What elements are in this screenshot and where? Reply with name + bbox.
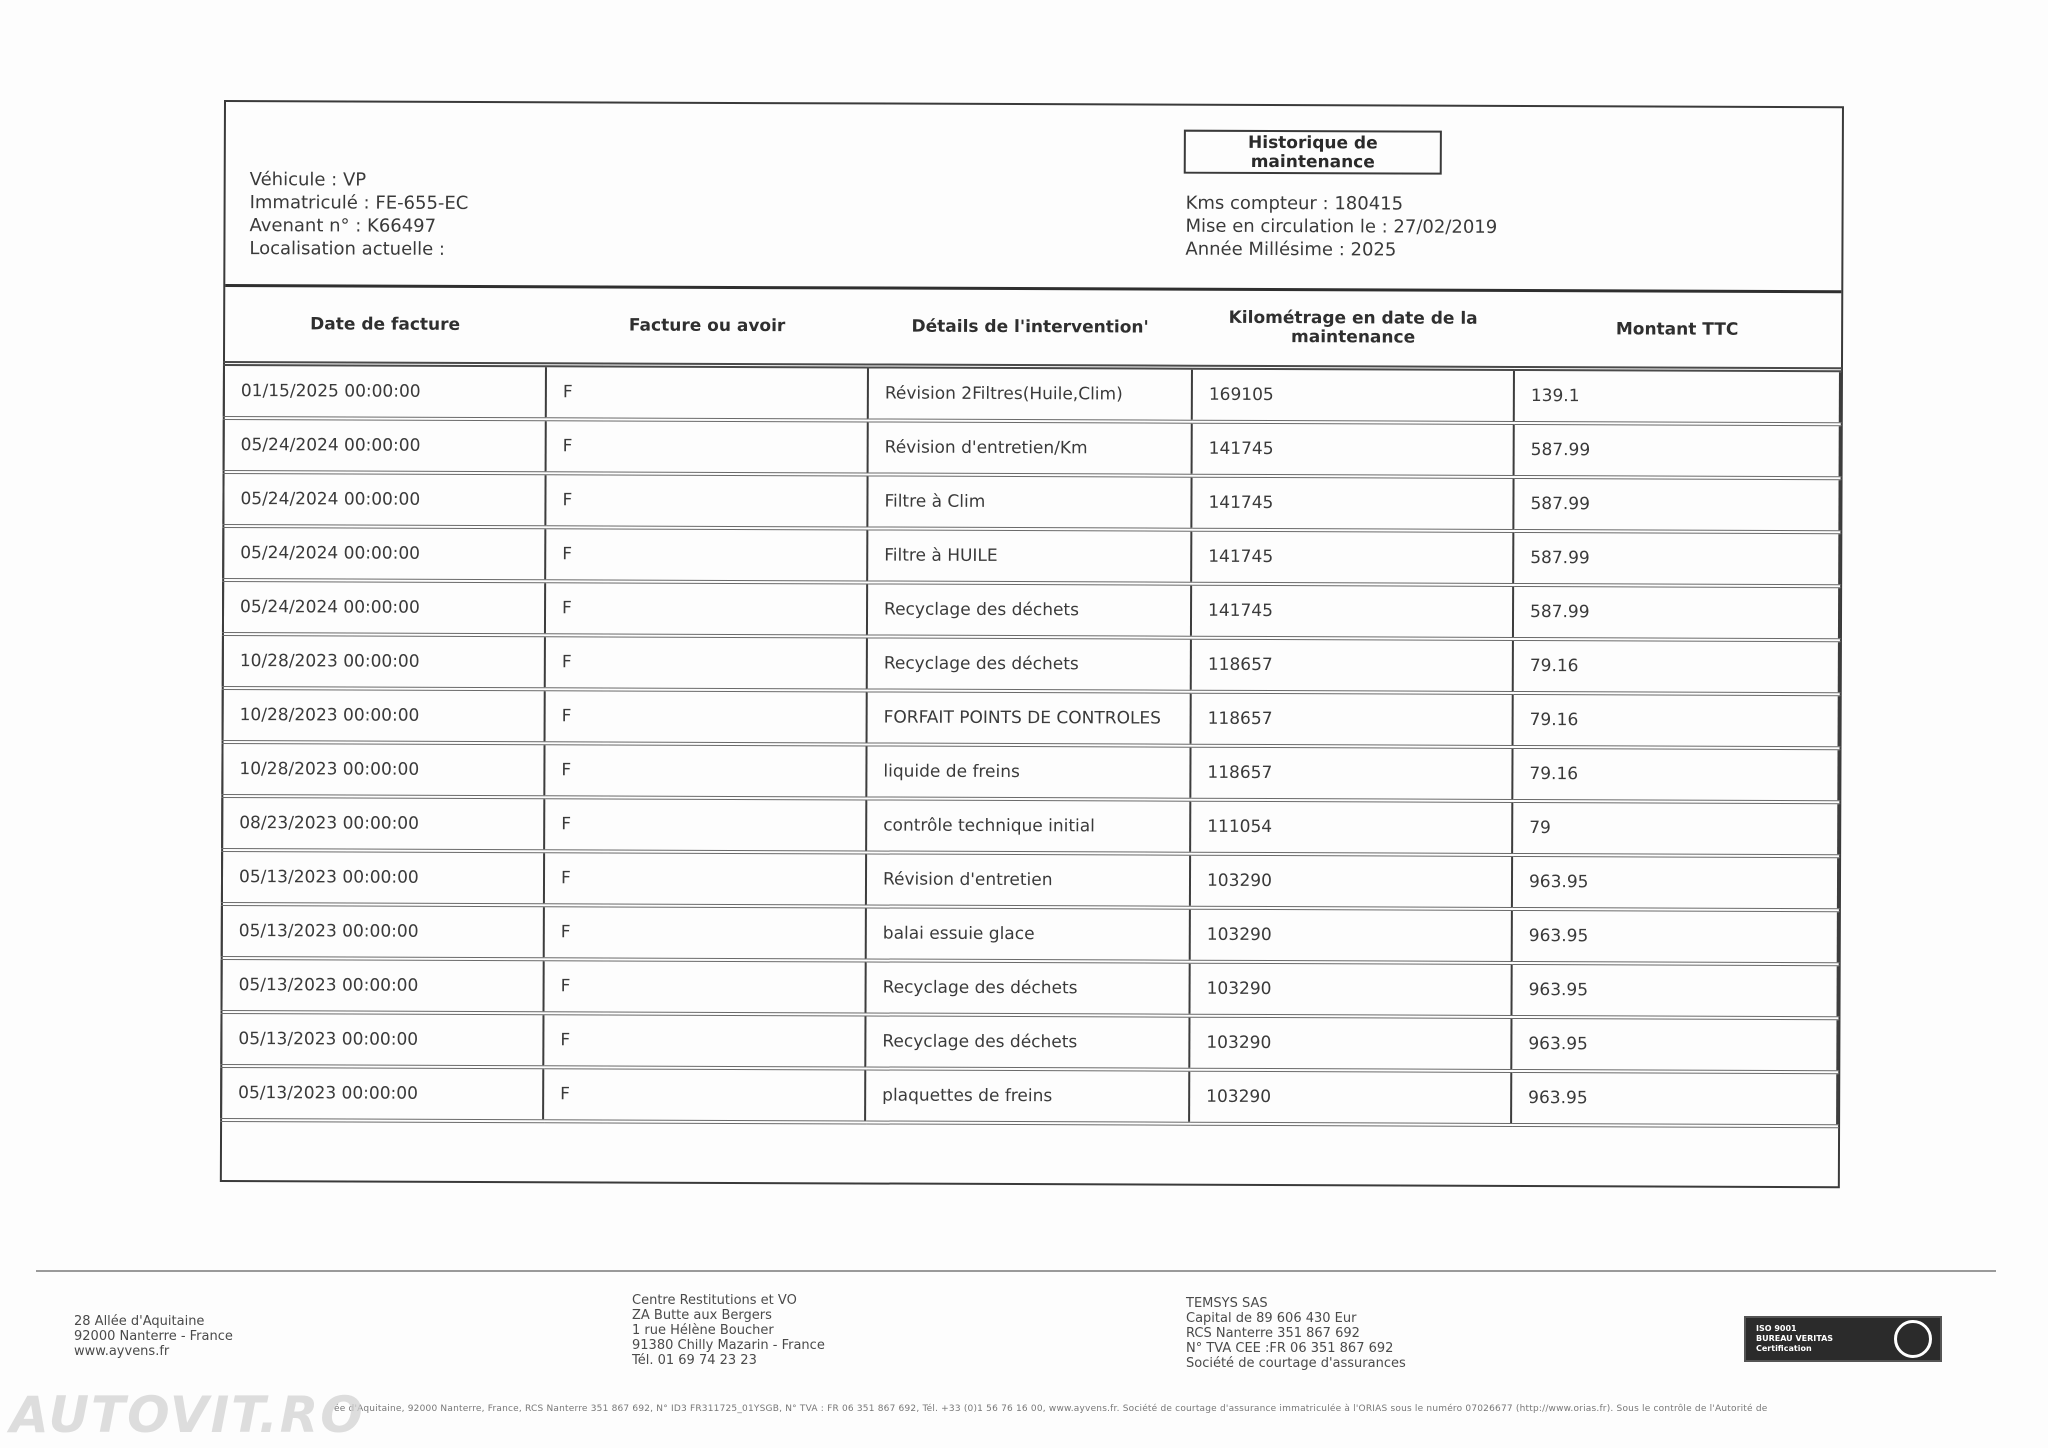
cell-amount: 79.16 xyxy=(1513,692,1839,747)
cell-type: F xyxy=(543,959,865,1014)
cell-amount: 587.99 xyxy=(1514,422,1840,477)
header-type: Facture ou avoir xyxy=(546,288,868,366)
cell-details: Recyclage des déchets xyxy=(865,960,1189,1015)
cell-date: 10/28/2023 00:00:00 xyxy=(223,687,545,742)
cell-amount: 79.16 xyxy=(1513,638,1839,693)
footer-address-line-2: 92000 Nanterre - France xyxy=(74,1329,233,1344)
company-line-3: RCS Nanterre 351 867 692 xyxy=(1186,1326,1360,1341)
cell-type: F xyxy=(544,743,866,798)
center-line-1: Centre Restitutions et VO xyxy=(632,1293,797,1308)
header-date: Date de facture xyxy=(224,287,546,365)
odometer: Kms compteur : 180415 xyxy=(1185,192,1404,215)
table-row xyxy=(221,1011,1837,1071)
cell-amount: 963.95 xyxy=(1511,962,1837,1017)
company-line-1: TEMSYS SAS xyxy=(1186,1296,1268,1311)
table-row xyxy=(221,1065,1837,1125)
cell-date: 05/24/2024 00:00:00 xyxy=(223,580,545,635)
maintenance-history-sheet xyxy=(220,100,1844,1188)
cell-details: Recyclage des déchets xyxy=(865,1014,1189,1069)
cell-type: F xyxy=(545,473,867,528)
cell-details: plaquettes de freins xyxy=(865,1068,1189,1123)
cell-km: 103290 xyxy=(1190,853,1512,908)
center-line-3: 1 rue Hélène Boucher xyxy=(632,1323,774,1338)
cell-type: F xyxy=(545,689,867,744)
cell-km: 141745 xyxy=(1191,475,1513,530)
cell-amount: 587.99 xyxy=(1513,476,1839,531)
vehicle-location: Localisation actuelle : xyxy=(249,238,446,260)
cell-date: 05/24/2024 00:00:00 xyxy=(223,472,545,527)
vehicle-plate: Immatriculé : FE-655-EC xyxy=(249,192,469,214)
header-km-line-1: Kilométrage en date de la xyxy=(1228,307,1478,329)
cell-date: 05/13/2023 00:00:00 xyxy=(222,849,544,904)
cell-details: liquide de freins xyxy=(866,744,1190,799)
footer-address-line-1: 28 Allée d'Aquitaine xyxy=(74,1314,205,1329)
cell-details: contrôle technique initial xyxy=(866,798,1190,853)
cell-amount: 963.95 xyxy=(1511,1070,1837,1125)
cell-details: Révision 2Filtres(Huile,Clim) xyxy=(868,366,1192,421)
cell-date: 05/24/2024 00:00:00 xyxy=(224,418,546,473)
header-amount: Montant TTC xyxy=(1514,292,1840,370)
footer-legal-text: ée d'Aquitaine, 92000 Nanterre, France, RCS Nanterre 351 867 692, N° ID3 FR311725_01YSGB, N° TVA : FR 06 351 867 692, Tél. +33 (0)1 56 76 16 00, www.ayvens.fr. Société de courtage d'assurance immatriculée à l'ORIAS sous le numéro 07026677 (http://www.orias.fr). Sous le contrôle de l'Autorité de xyxy=(334,1404,1768,1414)
cell-details: Recyclage des déchets xyxy=(867,636,1191,691)
footer-return-center xyxy=(632,1293,825,1368)
cell-type: F xyxy=(545,635,867,690)
cell-date: 10/28/2023 00:00:00 xyxy=(222,741,544,796)
cell-details: Filtre à HUILE xyxy=(867,528,1191,583)
cell-km: 103290 xyxy=(1189,961,1511,1016)
company-line-4: N° TVA CEE :FR 06 351 867 692 xyxy=(1186,1341,1394,1356)
cell-km: 141745 xyxy=(1192,421,1514,476)
company-line-5: Société de courtage d'assurances xyxy=(1186,1356,1406,1371)
vehicle-info xyxy=(249,168,468,261)
cell-type: F xyxy=(546,365,868,420)
cell-amount: 963.95 xyxy=(1512,908,1838,963)
vehicle-type: Véhicule : VP xyxy=(249,169,367,191)
sheet-header xyxy=(225,102,1842,293)
title-line-1: Historique de xyxy=(1247,132,1378,154)
cell-km: 141745 xyxy=(1191,583,1513,638)
badge-line-2: BUREAU VERITAS xyxy=(1756,1334,1834,1343)
cell-date: 05/24/2024 00:00:00 xyxy=(223,526,545,581)
cell-details: Recyclage des déchets xyxy=(867,582,1191,637)
cell-amount: 79 xyxy=(1512,800,1838,855)
cell-details: FORFAIT POINTS DE CONTROLES xyxy=(867,690,1191,745)
table-row xyxy=(222,741,1838,801)
cell-km: 103290 xyxy=(1189,1015,1511,1070)
center-line-4: 91380 Chilly Mazarin - France xyxy=(632,1338,825,1353)
cell-type: F xyxy=(543,1067,865,1122)
cell-amount: 139.1 xyxy=(1514,368,1840,423)
cell-details: Filtre à Clim xyxy=(867,474,1191,529)
meter-info xyxy=(1185,192,1497,262)
table-row xyxy=(222,903,1838,963)
cell-date: 01/15/2025 00:00:00 xyxy=(224,364,546,419)
badge-line-3: Certification xyxy=(1756,1344,1812,1353)
cell-km: 103290 xyxy=(1190,907,1512,962)
footer-divider xyxy=(36,1270,1996,1272)
footer-address xyxy=(74,1314,233,1359)
center-phone: Tél. 01 69 74 23 23 xyxy=(632,1353,757,1368)
table-body xyxy=(221,364,1840,1126)
cell-km: 103290 xyxy=(1189,1069,1511,1124)
vehicle-amendment: Avenant n° : K66497 xyxy=(249,215,437,237)
registration-date: Mise en circulation le : 27/02/2019 xyxy=(1185,215,1498,238)
center-line-2: ZA Butte aux Bergers xyxy=(632,1308,772,1323)
header-km-line-2: maintenance xyxy=(1291,327,1416,348)
cell-km: 141745 xyxy=(1191,529,1513,584)
company-line-2: Capital de 89 606 430 Eur xyxy=(1186,1311,1357,1326)
cell-details: balai essuie glace xyxy=(866,906,1190,961)
cell-amount: 587.99 xyxy=(1513,530,1839,585)
cell-details: Révision d'entretien xyxy=(866,852,1190,907)
cell-date: 10/28/2023 00:00:00 xyxy=(223,633,545,688)
certification-badge xyxy=(1744,1316,1942,1362)
footer-website: www.ayvens.fr xyxy=(74,1344,170,1359)
document-title-box xyxy=(1184,130,1442,175)
cell-date: 08/23/2023 00:00:00 xyxy=(222,795,544,850)
cell-date: 05/13/2023 00:00:00 xyxy=(222,957,544,1012)
cell-km: 111054 xyxy=(1190,799,1512,854)
cell-amount: 963.95 xyxy=(1511,1016,1837,1071)
cell-type: F xyxy=(544,905,866,960)
table-row xyxy=(223,526,1839,586)
table-row xyxy=(222,849,1838,909)
header-details: Détails de l'intervention' xyxy=(868,289,1192,367)
cell-type: F xyxy=(545,527,867,582)
footer-company xyxy=(1186,1296,1406,1371)
cell-date: 05/13/2023 00:00:00 xyxy=(222,903,544,958)
cell-type: F xyxy=(546,419,868,474)
table-row xyxy=(222,957,1838,1017)
header-km xyxy=(1192,291,1514,369)
maintenance-table xyxy=(220,287,1842,1128)
cell-km: 169105 xyxy=(1192,367,1514,422)
table-row xyxy=(223,472,1839,532)
cell-date: 05/13/2023 00:00:00 xyxy=(221,1011,543,1066)
cell-date: 05/13/2023 00:00:00 xyxy=(221,1065,543,1120)
cell-km: 118657 xyxy=(1191,691,1513,746)
cell-km: 118657 xyxy=(1191,637,1513,692)
watermark: AUTOVIT.RO xyxy=(10,1386,365,1444)
table-row xyxy=(223,580,1839,640)
table-row xyxy=(224,364,1840,424)
bureau-veritas-seal-icon xyxy=(1894,1320,1932,1358)
table-row xyxy=(224,418,1840,478)
cell-type: F xyxy=(545,581,867,636)
table-row xyxy=(223,687,1839,747)
cell-type: F xyxy=(544,797,866,852)
table-row xyxy=(222,795,1838,855)
cell-km: 118657 xyxy=(1190,745,1512,800)
table-header-row xyxy=(224,287,1840,370)
badge-line-1: ISO 9001 xyxy=(1756,1324,1797,1333)
model-year: Année Millésime : 2025 xyxy=(1185,238,1397,261)
cell-type: F xyxy=(544,851,866,906)
cell-details: Révision d'entretien/Km xyxy=(868,420,1192,475)
table-row xyxy=(223,633,1839,693)
cell-amount: 963.95 xyxy=(1512,854,1838,909)
title-line-2: maintenance xyxy=(1250,151,1375,173)
cell-amount: 79.16 xyxy=(1512,746,1838,801)
cell-type: F xyxy=(543,1013,865,1068)
cell-amount: 587.99 xyxy=(1513,584,1839,639)
